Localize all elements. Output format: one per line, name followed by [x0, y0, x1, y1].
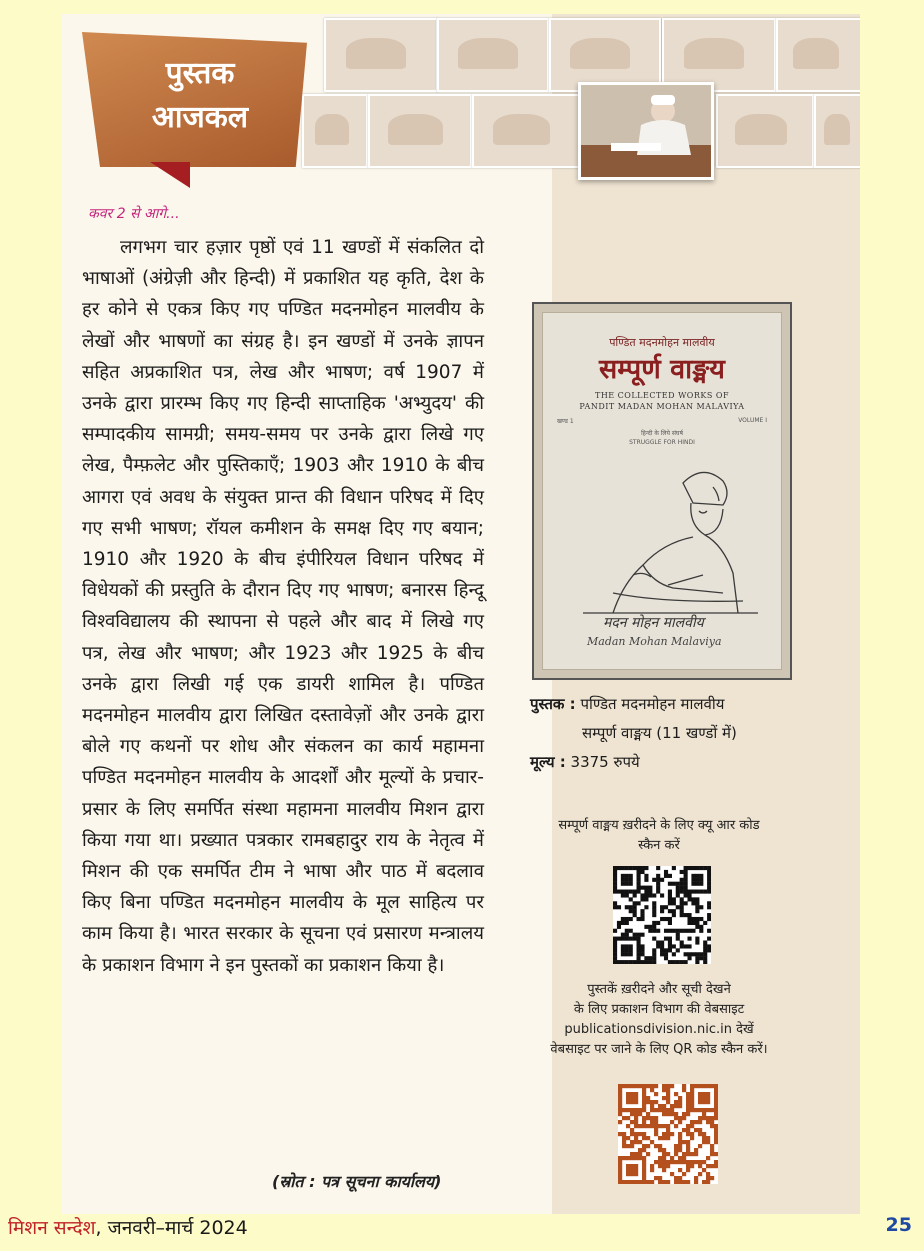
website-caption-line1: पुस्तकें ख़रीदने और सूची देखने [587, 982, 731, 997]
collage-photo [549, 18, 661, 92]
price-line [530, 752, 640, 772]
collage-photo [814, 94, 860, 168]
price-value: 3375 रुपये [570, 753, 640, 771]
section-label [110, 52, 290, 140]
collage-photo [472, 94, 580, 168]
signing-photo [578, 82, 714, 180]
book-name: पण्डित मदनमोहन मालवीय [580, 695, 725, 713]
book-cover-inner [542, 312, 782, 670]
ribbon-fold [150, 162, 190, 188]
section-label-line1: पुस्तक [165, 56, 235, 91]
qr1-caption [514, 816, 804, 856]
collage-photo [437, 18, 549, 92]
book-name-line1 [530, 694, 724, 714]
page-number: 25 [885, 1214, 912, 1236]
portrait-sketch [573, 453, 763, 623]
qr1-caption-line2: स्कैन करें [638, 838, 680, 853]
website-caption [514, 980, 804, 1060]
qr-code-icon[interactable] [613, 866, 711, 964]
cover-subtitle-hi: हिन्दी के लिये संघर्ष [641, 430, 683, 437]
footer-brand: मिशन सन्देश [8, 1217, 96, 1239]
collage-photo [368, 94, 472, 168]
book-name-line2: सम्पूर्ण वाङ्मय (11 खण्डों में) [582, 724, 737, 742]
book-label: पुस्तक : [530, 695, 576, 713]
website-url[interactable]: publicationsdivision.nic.in देखें [564, 1022, 754, 1037]
cover-volume-en: VOLUME I [738, 417, 767, 424]
source-credit: (स्रोत : पत्र सूचना कार्यालय) [272, 1172, 442, 1191]
collage-photo [662, 18, 776, 92]
article-body: लगभग चार हज़ार पृष्ठों एवं 11 खण्डों में संकलित दो भाषाओं (अंग्रेज़ी और हिन्दी) में प्रकाशित यह कृति, देश के हर कोने से एकत्र किए गए पण्डित मदनमोहन मालवीय के लेखों और भाषणों का संग्रह है। इन खण्डों में उनके ज्ञापन सहित अप्रकाशित पत्र, लेख और भाषण; वर्ष 1907 में उनके द्वारा प्रारम्भ किए गए हिन्दी साप्ताहिक 'अभ्युदय' की सम्पादकीय सामग्री; समय-समय पर उनके द्वारा लिखे गए लेख, पैम्फ़लेट और पुस्तिकाएँ; 1903 और 1910 के बीच आगरा एवं अवध के संयुक्त प्रान्त की विधान परिषद में दिए गए सभी भाषण; रॉयल कमीशन के समक्ष दिए गए बयान; 1910 और 1920 के बीच इंपीरियल विधान परिषद में विधेयकों की प्रस्तुति के दौरान दिए गए भाषण; बनारस हिन्दू विश्वविद्यालय की स्थापना से पहले और बाद में लिखे गए पत्र, लेख और भाषण; और 1923 और 1925 के बीच उनके द्वारा लिखी गई एक डायरी शामिल है। पण्डित मदनमोहन मालवीय द्वारा लिखित दस्तावेज़ों और उनके द्वारा बोले गए कथनों पर शोध और संकलन का कार्य महामना पण्डित मदनमोहन मालवीय के आदर्शों और मूल्यों के प्रचार-प्रसार के लिए समर्पित संस्था महामना मालवीय मिशन द्वारा किया गया था। प्रख्यात पत्रकार रामबहादुर राय के नेतृत्व में मिशन की एक समर्पित टीम ने भाषा और पाठ में बदलाव किए बिना पण्डित मदनमोहन मालवीय के मूल साहित्य पर काम किया है। भारत सरकार के सूचना एवं प्रसारण मन्त्रालय के प्रकाशन विभाग ने इन पुस्तकों का प्रकाशन किया है। [82, 237, 484, 976]
collage-photo [302, 94, 368, 168]
cover-subtitle-en: STRUGGLE FOR HINDI [629, 439, 695, 446]
cover-volume-hi: खण्ड 1 [557, 418, 574, 425]
website-caption-line4: वेबसाइट पर जाने के लिए QR कोड स्कैन करें। [550, 1042, 768, 1057]
continued-note: कवर 2 से आगे... [88, 206, 180, 222]
qr-code-icon[interactable] [618, 1084, 718, 1184]
book-cover [532, 302, 792, 680]
footer-date: , जनवरी–मार्च 2024 [95, 1217, 248, 1239]
collage-photo [324, 18, 438, 92]
collage-photo [776, 18, 860, 92]
price-label: मूल्य : [530, 753, 566, 771]
section-label-line2: आजकल [151, 100, 249, 135]
cover-english-line1: THE COLLECTED WORKS OF [594, 391, 729, 400]
cover-author: पण्डित मदनमोहन मालवीय [609, 336, 715, 349]
cover-signature-hi: मदन मोहन मालवीय [603, 615, 704, 631]
cover-signature-en: Madan Mohan Malaviya [587, 635, 722, 648]
qr1-caption-line1: सम्पूर्ण वाङ्मय ख़रीदने के लिए क्यू आर कोड [558, 818, 760, 833]
collage-photo [716, 94, 814, 168]
header-banner [62, 14, 860, 194]
website-caption-line2: के लिए प्रकाशन विभाग की वेबसाइट [573, 1002, 745, 1017]
footer-issue [8, 1214, 248, 1240]
cover-title: सम्पूर्ण वाङ्मय [599, 354, 725, 385]
cover-english-line2: PANDIT MADAN MOHAN MALAVIYA [579, 402, 745, 411]
